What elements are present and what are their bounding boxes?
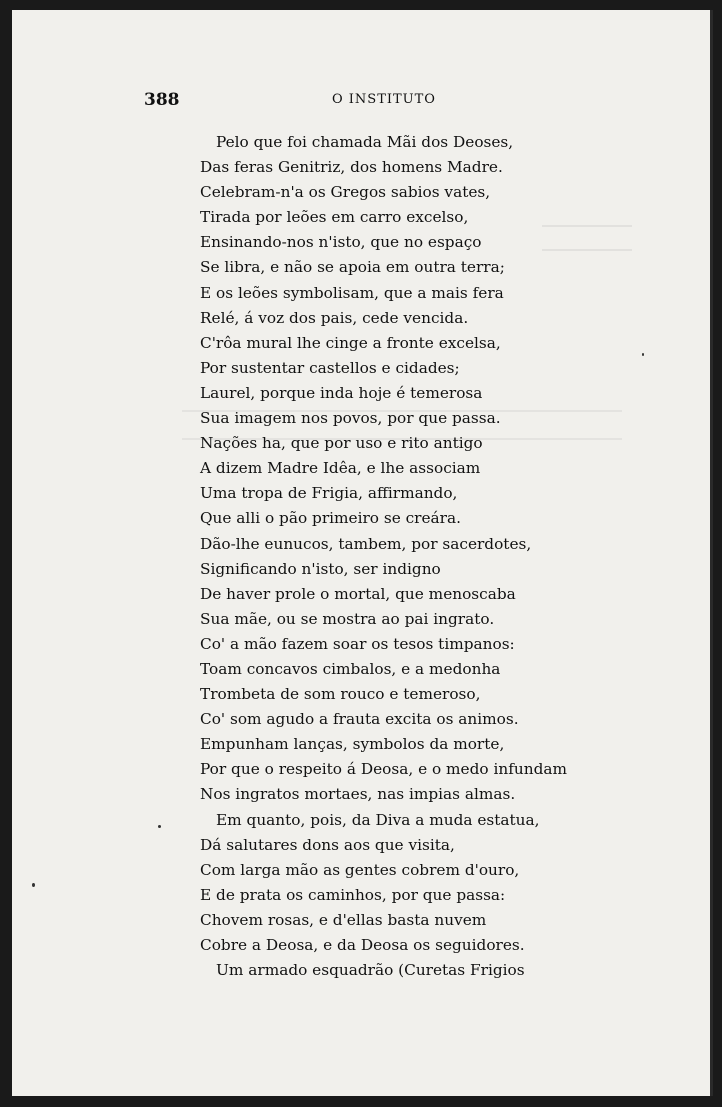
verse-line: Cobre a Deosa, e da Deosa os seguidores. (200, 936, 525, 954)
verse-line: Celebram-n'a os Gregos sabios vates, (200, 183, 491, 202)
verse-line: Sua imagem nos povos, por que passa. (200, 409, 501, 428)
verse-line: Que alli o pão primeiro se creára. (200, 509, 461, 528)
verse-line: Dá salutares dons aos que visita, (200, 835, 455, 854)
verse-line: Nos ingratos mortaes, nas impias almas. (200, 785, 516, 804)
verse-line: Co' som agudo a frauta excita os animos. (200, 710, 519, 729)
verse-line: A dizem Madre Idêa, e lhe associam (200, 459, 481, 478)
verse-line: Em quanto, pois, da Diva a muda estatua, (216, 810, 540, 829)
verse-line: Empunham lanças, symbolos da morte, (200, 735, 505, 754)
verse-line: C'rôa mural lhe cinge a fronte excelsa, (200, 333, 501, 352)
verse-line: Ensinando-nos n'isto, que no espaço (200, 233, 482, 252)
verse-line: E de prata os caminhos, por que passa: (200, 885, 506, 904)
verse-line: Um armado esquadrão (Curetas Frigios (216, 961, 525, 980)
verse-line: Uma tropa de Frigia, affirmando, (200, 484, 458, 503)
verse-line: Com larga mão as gentes cobrem d'ouro, (200, 860, 520, 879)
verse-line: Sua mãe, ou se mostra ao pai ingrato. (200, 609, 495, 628)
verse-line: Das feras Genitriz, dos homens Madre. (200, 158, 503, 177)
verse-line: Pelo que foi chamada Mãi dos Deoses, (216, 133, 514, 151)
verse-line: Laurel, porque inda hoje é temerosa (200, 383, 483, 402)
verse-line: Toam concavos cimbalos, e a medonha (200, 659, 501, 678)
verse-line: Co' a mão fazem soar os tesos timpanos: (200, 634, 515, 653)
ink-speck (642, 353, 644, 356)
ink-speck (32, 883, 35, 887)
page-number: 388 (144, 90, 180, 110)
verse-line: Relé, á voz dos pais, cede vencida. (200, 308, 469, 327)
verse-line: Chovem rosas, e d'ellas basta nuvem (200, 910, 487, 929)
verse-line: Significando n'isto, ser indigno (200, 559, 441, 578)
book-page (12, 10, 713, 1096)
verse-line: Se libra, e não se apoia em outra terra; (200, 258, 505, 277)
page-header (144, 90, 564, 114)
running-title: O INSTITUTO (332, 92, 436, 107)
verse-line: Por que o respeito á Deosa, e o medo infundam (200, 760, 567, 779)
verse-line: Por sustentar castellos e cidades; (200, 358, 460, 377)
verse-line: E os leões symbolisam, que a mais fera (200, 283, 504, 302)
verse-line: Dão-lhe eunucos, tambem, por sacerdotes, (200, 534, 532, 553)
verse-line: De haver prole o mortal, que menoscaba (200, 584, 516, 603)
verse-line: Trombeta de som rouco e temeroso, (200, 685, 481, 704)
verse-line: Nações ha, que por uso e rito antigo (200, 434, 483, 453)
verse-line: Tirada por leões em carro excelso, (200, 208, 469, 227)
ink-speck (158, 825, 161, 828)
poem-text (200, 130, 600, 983)
